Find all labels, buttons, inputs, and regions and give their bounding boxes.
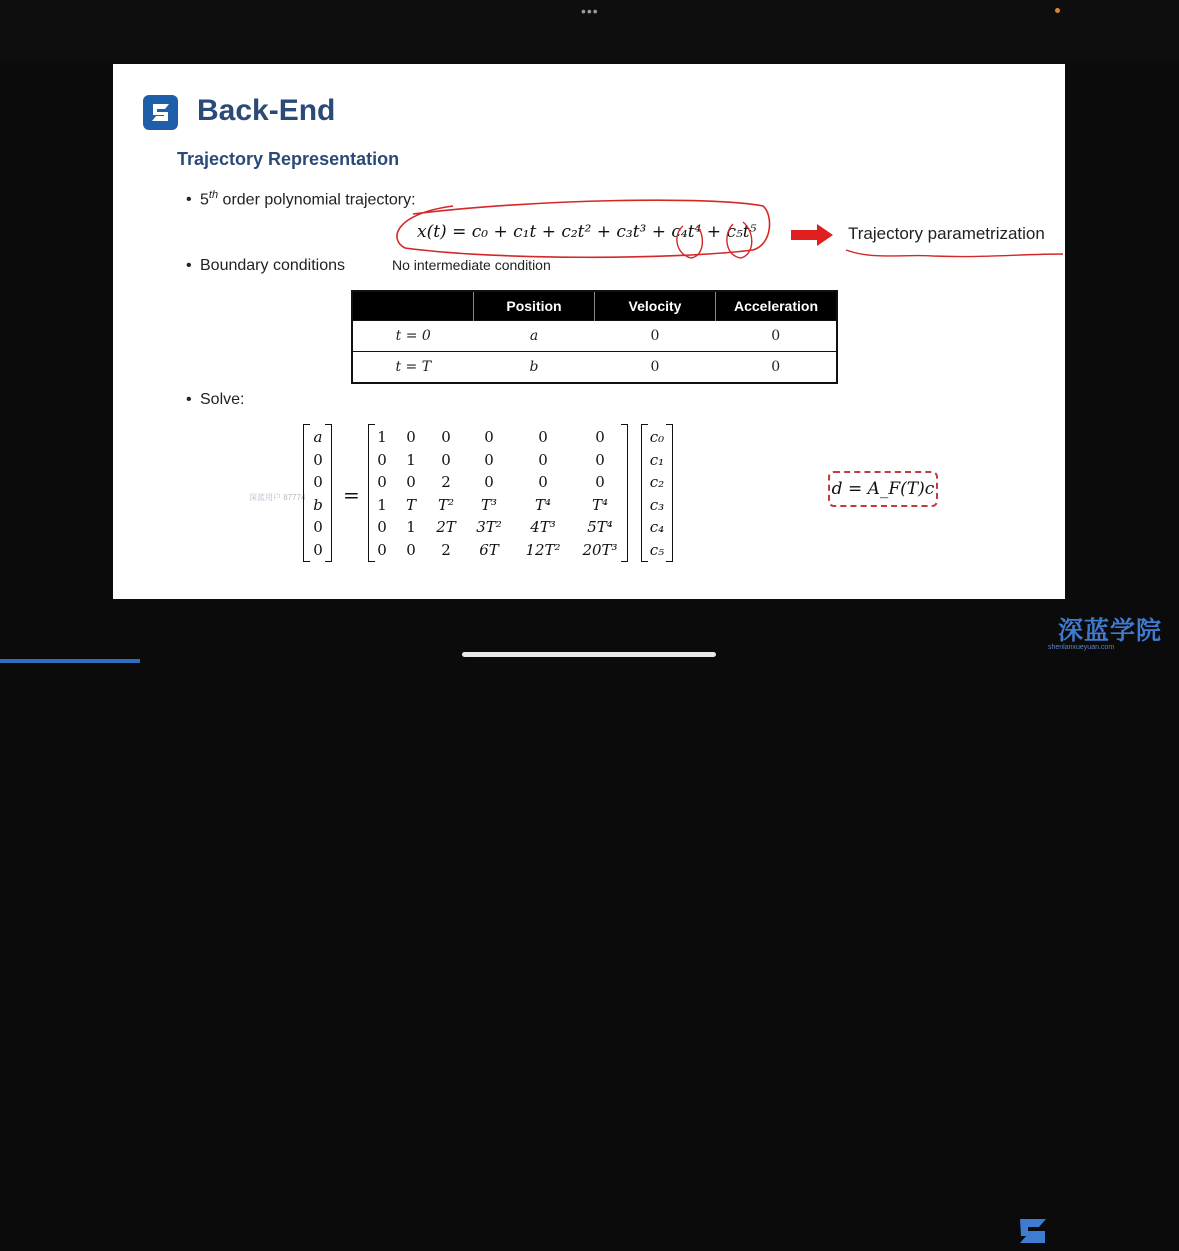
matrix-entry: T — [405, 495, 416, 514]
rhs-entry: c₃ — [649, 495, 665, 514]
matrix-entry: 1 — [406, 518, 416, 536]
brand-url: shenlanxueyuan.com — [1048, 644, 1115, 651]
matrix-entry: 0 — [595, 473, 605, 491]
matrix-entry: 0 — [406, 540, 416, 559]
brand-name: 深蓝学院 — [1058, 617, 1163, 645]
boxed-equation: d = A_F(T)c — [828, 471, 938, 507]
table-cell: 0 — [595, 321, 716, 352]
rhs-entry: c₅ — [649, 540, 665, 559]
slide — [113, 64, 1065, 599]
table-cell: 0 — [716, 352, 838, 384]
bullet-polynomial-text: order polynomial trajectory: — [222, 191, 416, 209]
rhs-entry: c₁ — [649, 450, 665, 469]
table-cell: 0 — [595, 352, 716, 384]
home-indicator[interactable] — [462, 652, 716, 657]
bullet-boundary-text: Boundary conditions — [200, 257, 345, 274]
logo-icon — [143, 95, 178, 130]
matrix-entry: 0 — [377, 540, 387, 559]
progress-bar — [0, 659, 140, 663]
matrix-entry: 1 — [406, 450, 416, 469]
bullet-solve: • Solve: — [186, 391, 245, 408]
matrix-entry: 0 — [595, 428, 605, 446]
matrix-entry: 0 — [484, 473, 494, 491]
slide-title: Back-End — [197, 94, 336, 127]
matrix-entry: 5T⁴ — [587, 518, 613, 536]
table-header: Position — [474, 291, 595, 321]
bullet-polynomial: • 5th order polynomial trajectory: — [186, 189, 416, 209]
matrix-entry: 12T² — [525, 540, 561, 559]
table-row — [352, 352, 837, 384]
matrix-entry: 3T² — [476, 518, 502, 536]
table-cell: b — [474, 352, 595, 384]
matrix-entry: 0 — [441, 428, 451, 446]
matrix-entry: 0 — [377, 450, 387, 469]
bottom-bar — [0, 599, 1179, 663]
rhs-entry: c₂ — [649, 473, 665, 491]
matrix-entry: 0 — [377, 473, 387, 491]
matrix-entry: T⁴ — [534, 495, 552, 514]
lhs-entry: 0 — [313, 540, 323, 559]
equals-sign: = — [343, 483, 360, 507]
matrix-entry: T² — [437, 495, 455, 514]
matrix-entry: 0 — [595, 450, 605, 469]
watermark: 深蓝用户 87774 — [249, 493, 306, 502]
polynomial-formula: x(t) = c₀ + c₁t + c₂t² + c₃t³ + c₄t⁴ + c₅t⁵ — [417, 222, 757, 242]
rhs-entry: c₄ — [649, 518, 665, 536]
lhs-entry: 0 — [313, 473, 323, 491]
matrix-entry: 0 — [484, 450, 494, 469]
lhs-entry: 0 — [313, 450, 323, 469]
matrix-entry: 0 — [538, 428, 548, 446]
matrix-entry: 0 — [406, 473, 416, 491]
matrix-entry: 6T — [479, 540, 499, 559]
matrix-entry: 0 — [484, 428, 494, 446]
lhs-entry: 0 — [313, 518, 323, 536]
matrix-entry: 2 — [441, 473, 451, 491]
trajectory-parametrization-label: Trajectory parametrization — [848, 224, 1045, 243]
matrix-entry: 0 — [441, 450, 451, 469]
more-dots-icon[interactable]: ••• — [581, 3, 599, 19]
matrix-entry: 4T³ — [530, 518, 556, 536]
top-bar — [0, 0, 1179, 63]
lhs-entry: a — [313, 428, 323, 446]
table-row — [352, 321, 837, 352]
slide-subtitle: Trajectory Representation — [177, 149, 400, 169]
rhs-entry: c₀ — [649, 428, 665, 446]
matrix-entry: 0 — [377, 518, 387, 536]
table-cell: t = T — [352, 352, 474, 384]
lhs-entry: b — [313, 495, 323, 514]
table-header — [352, 291, 474, 321]
matrix-entry: 2 — [441, 540, 451, 559]
matrix-entry: 0 — [406, 428, 416, 446]
bullet-order-number: 5 — [200, 191, 209, 209]
table-header: Acceleration — [716, 291, 838, 321]
bullet-solve-text: Solve: — [200, 391, 245, 408]
matrix-entry: 0 — [538, 450, 548, 469]
status-dot — [1055, 8, 1060, 13]
bullet-boundary: • Boundary conditions — [186, 257, 345, 274]
bullet-order-suffix: th — [208, 189, 219, 201]
matrix-entry: T⁴ — [591, 495, 609, 514]
matrix-entry: T³ — [480, 495, 498, 514]
matrix-entry: 2T — [436, 518, 456, 536]
red-arrow-icon — [789, 223, 835, 247]
matrix-entry: 1 — [377, 495, 387, 514]
table-cell: 0 — [716, 321, 838, 352]
matrix-entry: 20T³ — [582, 540, 618, 559]
table-cell: t = 0 — [352, 321, 474, 352]
matrix-bracket-right — [621, 424, 628, 562]
brand-logo-icon — [1012, 1209, 1054, 1251]
no-intermediate-note: No intermediate condition — [392, 257, 551, 273]
table-header: Velocity — [595, 291, 716, 321]
table-header-row — [352, 291, 837, 321]
boundary-table — [351, 290, 838, 384]
matrix-entry: 0 — [538, 473, 548, 491]
matrix-entry: 1 — [377, 428, 387, 446]
table-cell: a — [474, 321, 595, 352]
